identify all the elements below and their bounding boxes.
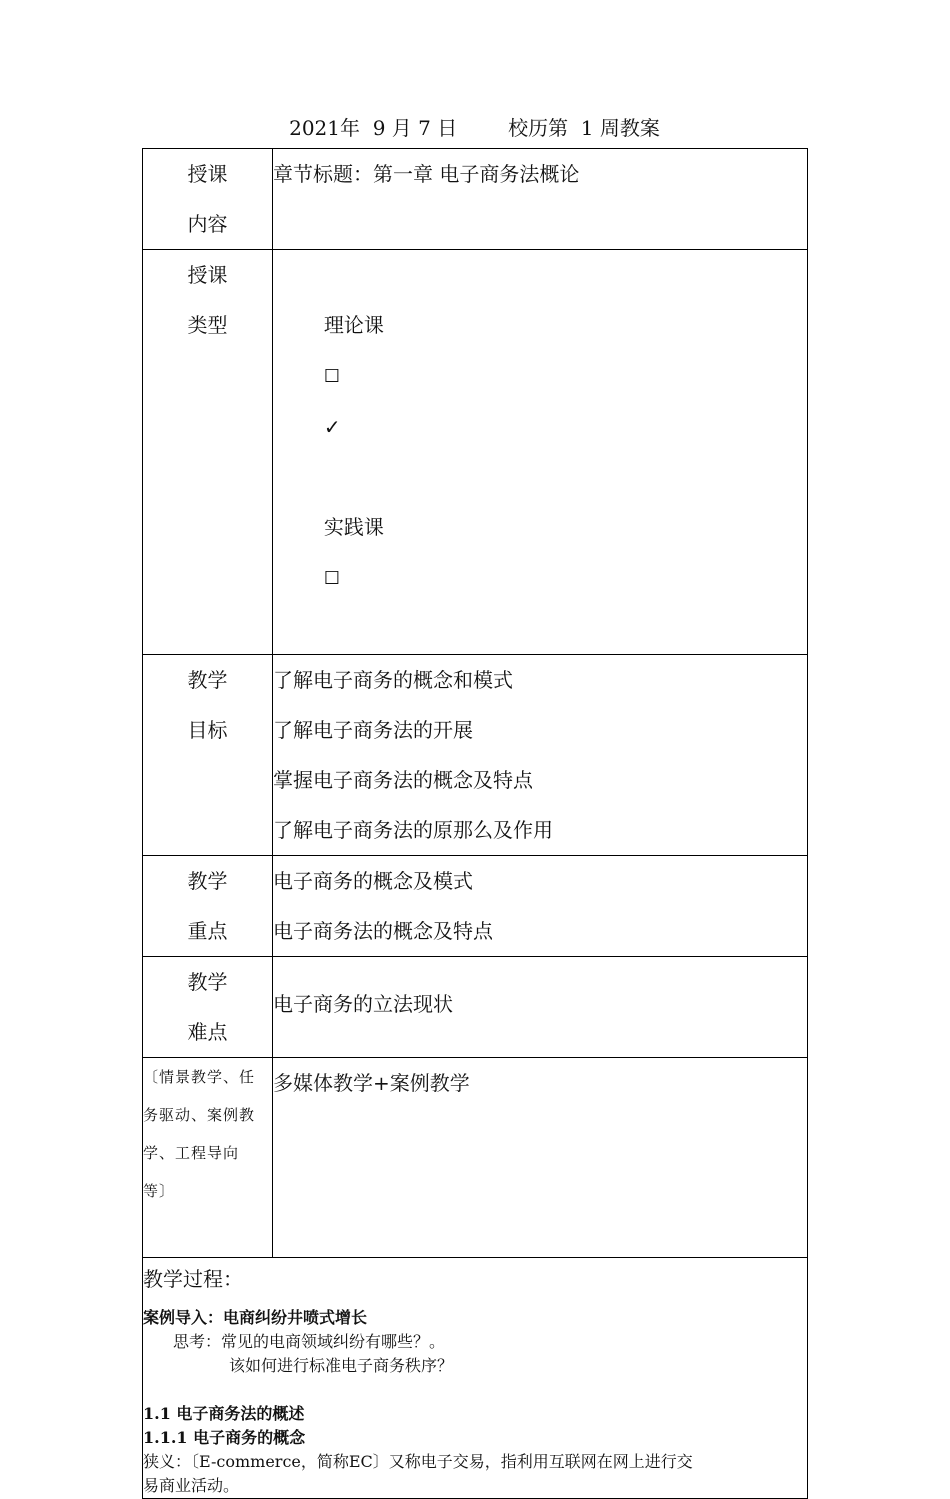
value-course-content bbox=[273, 149, 808, 250]
method-item: 多媒体教学+案例教学 bbox=[273, 1071, 470, 1095]
label-course-type: 授课 类型 bbox=[143, 250, 273, 655]
practice-course-label: 实践课 bbox=[323, 515, 384, 539]
row-difficulties bbox=[143, 957, 808, 1058]
lesson-plan-table bbox=[142, 148, 808, 1499]
difficulty-item: 电子商务的立法现状 bbox=[273, 992, 453, 1016]
row-course-type bbox=[143, 250, 808, 655]
label-teaching-goals: 教学 目标 bbox=[143, 655, 273, 856]
section-1-1-heading: 1.1 电子商务法的概述 bbox=[143, 1404, 305, 1423]
narrow-definition-line-1: 狭义：〔E-commerce，简称EC〕又称电子交易，指利用互联网在网上进行交 bbox=[143, 1452, 693, 1471]
row-teaching-method bbox=[143, 1058, 808, 1258]
teaching-process-title: 教学过程： bbox=[143, 1267, 243, 1291]
goal-item: 了解电子商务法的开展 bbox=[273, 718, 473, 742]
row-course-content bbox=[143, 149, 808, 250]
narrow-definition-line-2: 易商业活动。 bbox=[143, 1476, 240, 1495]
row-teaching-process bbox=[143, 1258, 808, 1499]
practice-checkbox-icon[interactable]: ☐ bbox=[323, 568, 340, 589]
lesson-plan-header: 2021年 9 月 7 日 校历第 1 周教案 bbox=[289, 116, 660, 140]
theory-course-label: 理论课 bbox=[323, 313, 384, 337]
value-teaching-goals bbox=[273, 655, 808, 856]
teaching-process-cell bbox=[143, 1258, 808, 1499]
value-teaching-method bbox=[273, 1058, 808, 1258]
value-course-type bbox=[273, 250, 808, 655]
label-teaching-method: 〔情景教学、任 务驱动、案例教 学、工程导向 等〕 bbox=[143, 1058, 273, 1258]
key-point-item: 电子商务法的概念及特点 bbox=[273, 919, 493, 943]
goal-item: 掌握电子商务法的概念及特点 bbox=[273, 768, 533, 792]
think-question-1: 思考：常见的电商领域纠纷有哪些？。 bbox=[173, 1332, 446, 1351]
goal-item: 了解电子商务法的原那么及作用 bbox=[273, 818, 553, 842]
goal-item: 了解电子商务的概念和模式 bbox=[273, 668, 513, 692]
label-course-content: 授课 内容 bbox=[143, 149, 273, 250]
label-difficulties: 教学 难点 bbox=[143, 957, 273, 1058]
section-1-1-1-heading: 1.1.1 电子商务的概念 bbox=[143, 1428, 306, 1447]
value-key-points bbox=[273, 856, 808, 957]
check-mark-icon: ✓ bbox=[323, 415, 341, 439]
think-question-2: 该如何进行标准电子商务秩序？ bbox=[229, 1356, 454, 1375]
row-key-points bbox=[143, 856, 808, 957]
label-key-points: 教学 重点 bbox=[143, 856, 273, 957]
row-teaching-goals bbox=[143, 655, 808, 856]
case-intro-heading: 案例导入：电商纠纷井喷式增长 bbox=[143, 1308, 368, 1327]
value-difficulties bbox=[273, 957, 808, 1058]
theory-checkbox-icon[interactable]: ☐ bbox=[323, 366, 340, 387]
key-point-item: 电子商务的概念及模式 bbox=[273, 869, 473, 893]
chapter-title: 章节标题：第一章 电子商务法概论 bbox=[273, 162, 580, 186]
